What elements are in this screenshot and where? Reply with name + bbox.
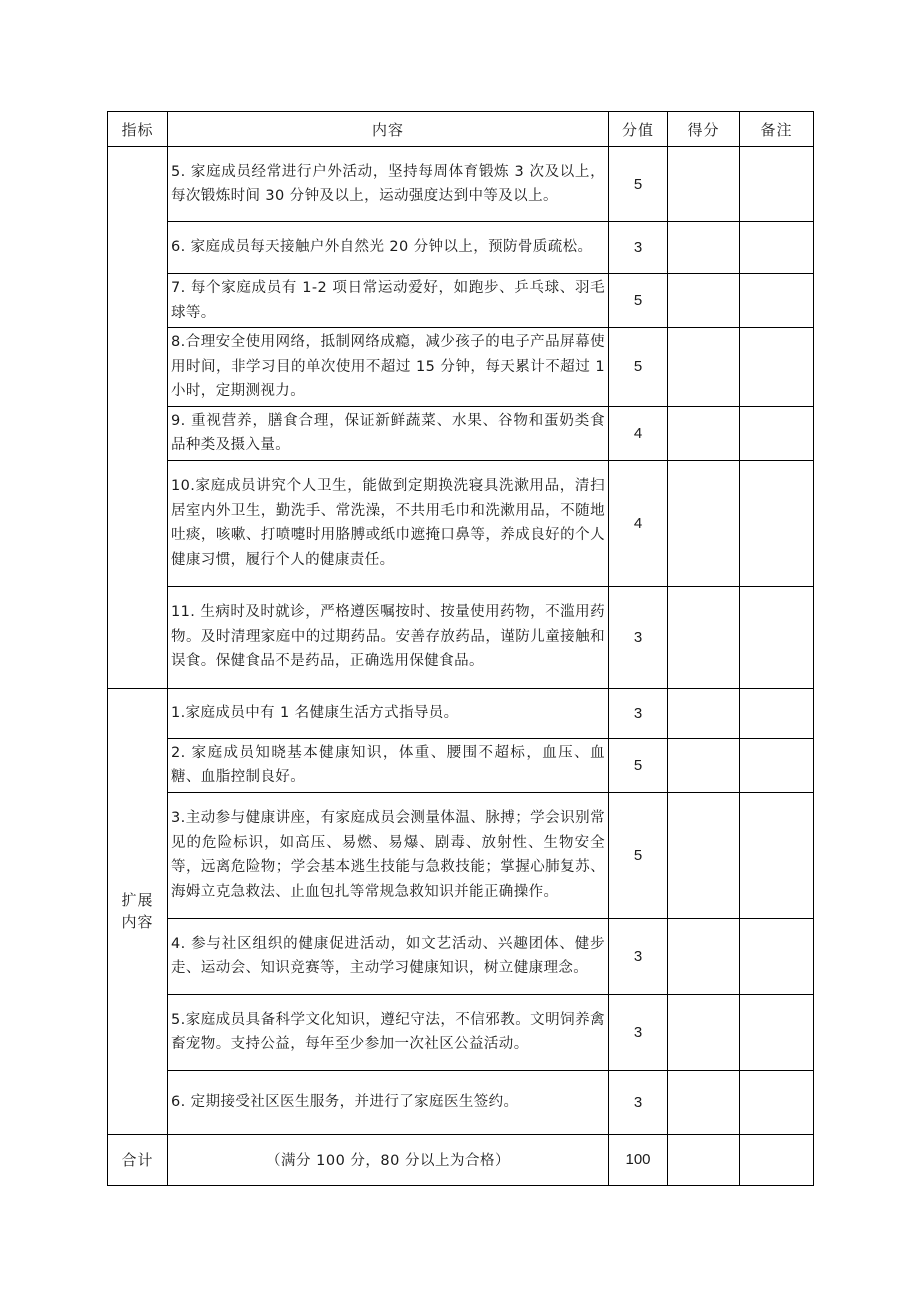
obtained-cell[interactable]	[668, 688, 740, 738]
obtained-cell[interactable]	[668, 274, 740, 328]
item-score: 3	[609, 688, 668, 738]
item-score: 3	[609, 1070, 668, 1134]
item-score: 3	[609, 918, 668, 994]
remark-cell[interactable]	[740, 1070, 814, 1134]
header-score: 分值	[609, 112, 668, 147]
item-score: 4	[609, 406, 668, 460]
remark-cell[interactable]	[740, 406, 814, 460]
header-remark: 备注	[740, 112, 814, 147]
obtained-cell[interactable]	[668, 460, 740, 586]
obtained-cell[interactable]	[668, 738, 740, 792]
total-label: 合计	[108, 1134, 168, 1185]
item-score: 5	[609, 792, 668, 918]
total-text: （满分 100 分，80 分以上为合格）	[168, 1134, 609, 1185]
table-row	[108, 147, 814, 222]
item-content: 9. 重视营养，膳食合理，保证新鲜蔬菜、水果、谷物和蛋奶类食品种类及摄入量。	[168, 406, 609, 460]
item-content: 10.家庭成员讲究个人卫生，能做到定期换洗寝具洗漱用品，清扫居室内外卫生，勤洗手、常洗澡，不共用毛巾和洗漱用品，不随地吐痰，咳嗽、打喷嚏时用胳膊或纸巾遮掩口鼻等，养成良好的个人健康习惯，履行个人的健康责任。	[168, 460, 609, 586]
obtained-cell[interactable]	[668, 1070, 740, 1134]
score-table	[107, 111, 814, 1186]
obtained-cell[interactable]	[668, 222, 740, 274]
indicator-cell	[108, 147, 168, 689]
item-content: 4. 参与社区组织的健康促进活动，如文艺活动、兴趣团体、健步走、运动会、知识竞赛等，主动学习健康知识，树立健康理念。	[168, 918, 609, 994]
table-row	[108, 994, 814, 1070]
table-row	[108, 586, 814, 688]
table-row	[108, 688, 814, 738]
item-content: 8.合理安全使用网络，抵制网络成瘾，减少孩子的电子产品屏幕使用时间，非学习目的单次使用不超过 15 分钟，每天累计不超过 1 小时，定期测视力。	[168, 328, 609, 407]
table-row	[108, 918, 814, 994]
remark-cell[interactable]	[740, 586, 814, 688]
header-content: 内容	[168, 112, 609, 147]
table-row	[108, 1070, 814, 1134]
obtained-cell[interactable]	[668, 994, 740, 1070]
item-score: 3	[609, 586, 668, 688]
obtained-cell[interactable]	[668, 328, 740, 407]
table-row	[108, 460, 814, 586]
table-row	[108, 738, 814, 792]
total-row	[108, 1134, 814, 1185]
remark-cell[interactable]	[740, 688, 814, 738]
remark-cell[interactable]	[740, 738, 814, 792]
header-row	[108, 112, 814, 147]
remark-cell[interactable]	[740, 274, 814, 328]
remark-cell[interactable]	[740, 1134, 814, 1185]
table-row	[108, 328, 814, 407]
obtained-cell[interactable]	[668, 586, 740, 688]
item-content: 7. 每个家庭成员有 1-2 项日常运动爱好，如跑步、乒乓球、羽毛球等。	[168, 274, 609, 328]
remark-cell[interactable]	[740, 918, 814, 994]
table-row	[108, 274, 814, 328]
remark-cell[interactable]	[740, 328, 814, 407]
obtained-cell[interactable]	[668, 406, 740, 460]
item-score: 4	[609, 460, 668, 586]
item-score: 3	[609, 222, 668, 274]
header-indicator: 指标	[108, 112, 168, 147]
obtained-cell[interactable]	[668, 792, 740, 918]
item-content: 5. 家庭成员经常进行户外活动，坚持每周体育锻炼 3 次及以上，每次锻炼时间 30 分钟及以上，运动强度达到中等及以上。	[168, 147, 609, 222]
item-content: 2. 家庭成员知晓基本健康知识，体重、腰围不超标，血压、血糖、血脂控制良好。	[168, 738, 609, 792]
remark-cell[interactable]	[740, 147, 814, 222]
item-score: 5	[609, 147, 668, 222]
table-row	[108, 222, 814, 274]
item-score: 3	[609, 994, 668, 1070]
item-score: 5	[609, 274, 668, 328]
remark-cell[interactable]	[740, 994, 814, 1070]
obtained-cell[interactable]	[668, 918, 740, 994]
table-row	[108, 792, 814, 918]
remark-cell[interactable]	[740, 222, 814, 274]
item-content: 5.家庭成员具备科学文化知识，遵纪守法，不信邪教。文明饲养禽畜宠物。支持公益，每年至少参加一次社区公益活动。	[168, 994, 609, 1070]
total-score: 100	[609, 1134, 668, 1185]
remark-cell[interactable]	[740, 792, 814, 918]
table-row	[108, 406, 814, 460]
item-score: 5	[609, 738, 668, 792]
item-content: 11. 生病时及时就诊，严格遵医嘱按时、按量使用药物，不滥用药物。及时清理家庭中的过期药品。安善存放药品，谨防儿童接触和误食。保健食品不是药品，正确选用保健食品。	[168, 586, 609, 688]
item-score: 5	[609, 328, 668, 407]
indicator-label: 扩展内容	[121, 891, 154, 931]
item-content: 1.家庭成员中有 1 名健康生活方式指导员。	[168, 688, 609, 738]
item-content: 3.主动参与健康讲座，有家庭成员会测量体温、脉搏；学会识别常见的危险标识，如高压、易燃、易爆、剧毒、放射性、生物安全等，远离危险物；学会基本逃生技能与急救技能；掌握心肺复苏、海姆立克急救法、止血包扎等常规急救知识并能正确操作。	[168, 792, 609, 918]
indicator-cell	[108, 688, 168, 1134]
item-content: 6. 定期接受社区医生服务，并进行了家庭医生签约。	[168, 1070, 609, 1134]
remark-cell[interactable]	[740, 460, 814, 586]
obtained-cell[interactable]	[668, 147, 740, 222]
obtained-cell[interactable]	[668, 1134, 740, 1185]
header-obtained: 得分	[668, 112, 740, 147]
item-content: 6. 家庭成员每天接触户外自然光 20 分钟以上，预防骨质疏松。	[168, 222, 609, 274]
